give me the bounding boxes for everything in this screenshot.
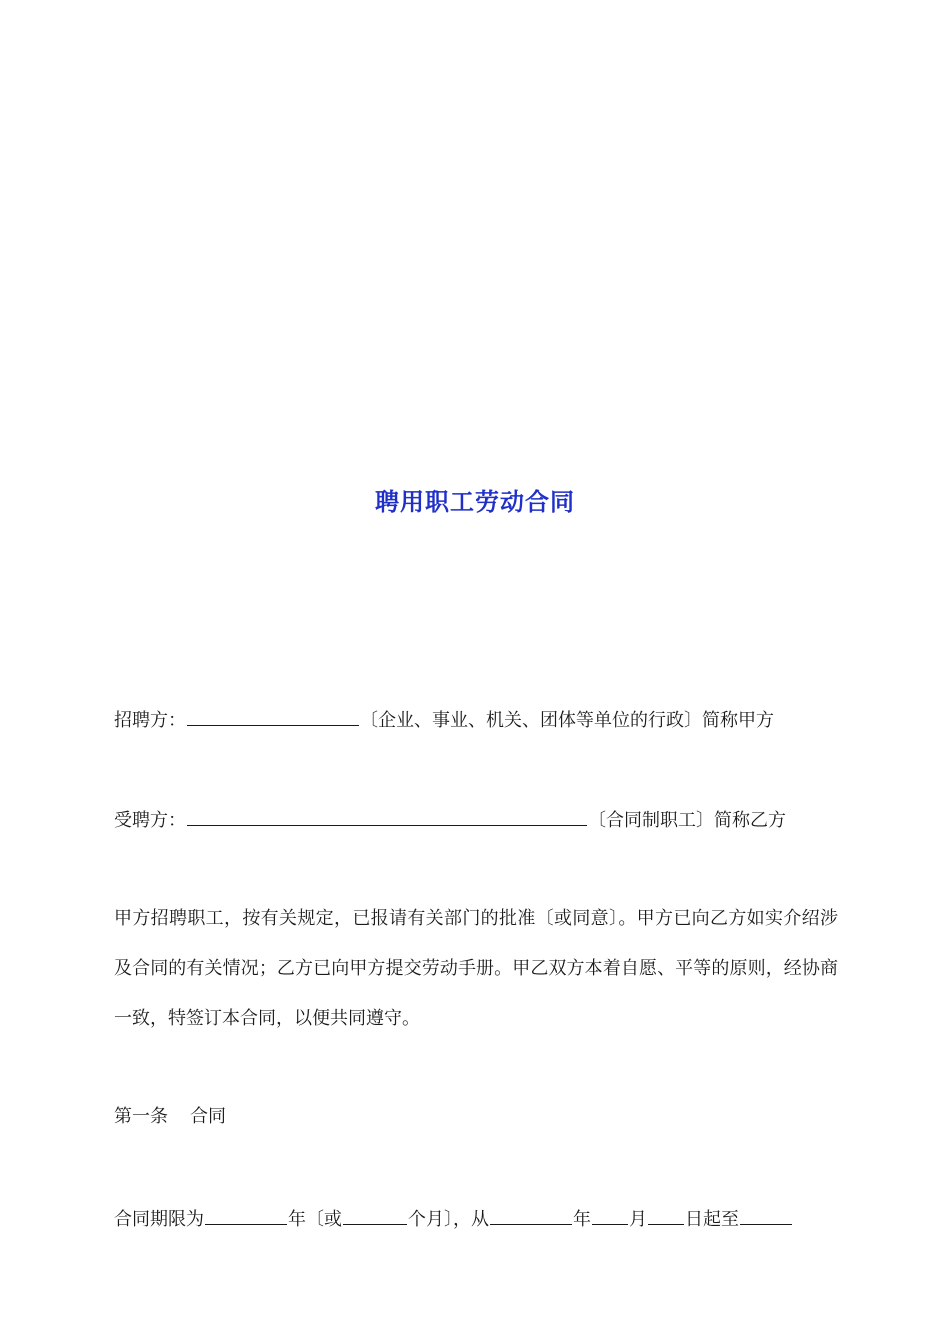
end-date-blank[interactable] [740,1206,792,1225]
employer-suffix: 〔企业、事业、机关、团体等单位的行政〕简称甲方 [360,710,774,731]
start-day-blank[interactable] [648,1206,684,1225]
intro-paragraph: 甲方招聘职工，按有关规定，已报请有关部门的批准〔或同意〕。甲方已向乙方如实介绍涉及合同的有关情况；乙方已向甲方提交劳动手册。甲乙双方本着自愿、平等的原则，经协商一致，特签订本合同，以便共同遵守。 [114,908,838,1029]
employee-name-blank[interactable] [187,807,587,826]
document-title: 聘用职工劳动合同 [375,487,575,516]
start-month-blank[interactable] [592,1206,628,1225]
article-1-number: 第一条 [114,1106,168,1127]
start-year-blank[interactable] [490,1206,572,1225]
employer-name-blank[interactable] [187,707,359,726]
term-line [114,1206,838,1232]
employee-label: 受聘方： [114,810,186,831]
term-text-6: 日起至 [685,1209,739,1230]
employer-label: 招聘方： [114,710,186,731]
employee-line [114,807,838,833]
term-text-3: 个月〕，从 [408,1209,489,1230]
term-text-4: 年 [573,1209,591,1230]
term-text-2: 年〔或 [288,1209,342,1230]
term-text-5: 月 [629,1209,647,1230]
employee-suffix: 〔合同制职工〕简称乙方 [588,810,786,831]
term-months-blank[interactable] [343,1206,407,1225]
article-1-heading [114,1105,838,1129]
term-text-1: 合同期限为 [114,1209,204,1230]
term-years-blank[interactable] [205,1206,287,1225]
employer-line [114,707,838,733]
article-1-title: 合同 [190,1106,226,1127]
